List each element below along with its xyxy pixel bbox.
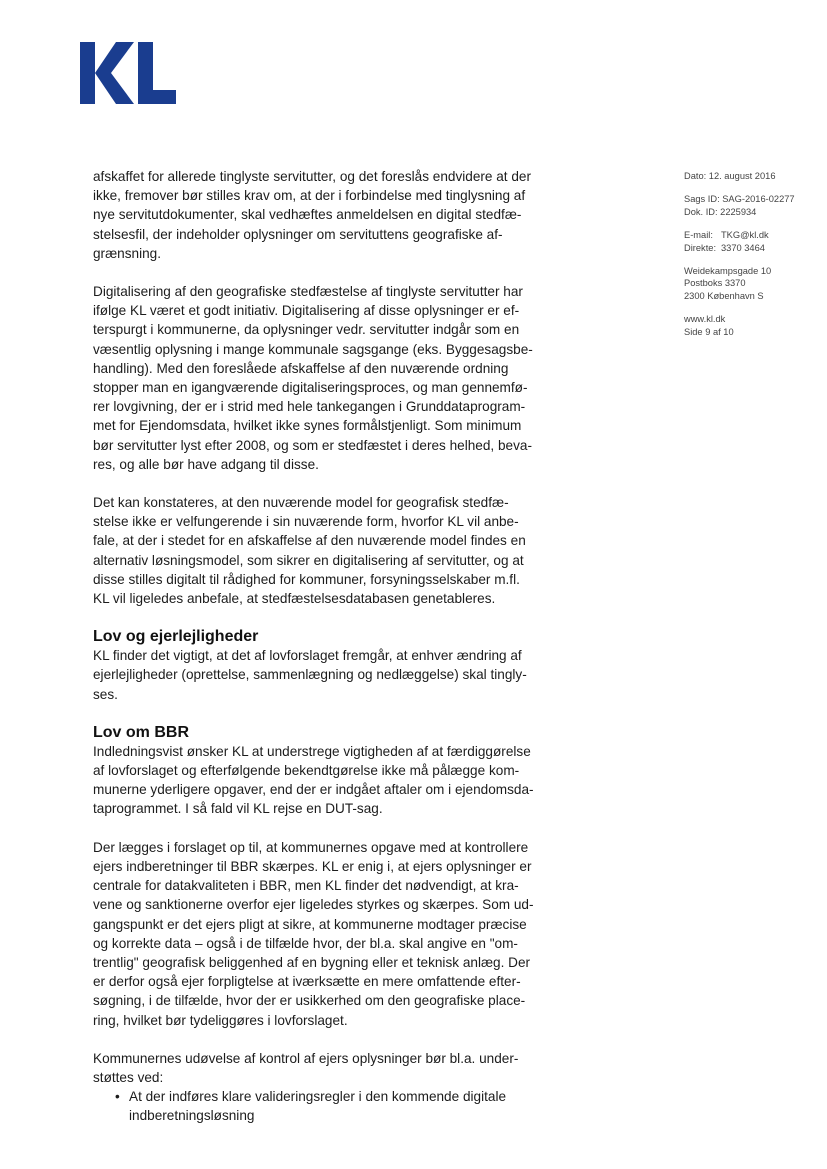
paragraph-stedfaestelse-model: Det kan konstateres, at den nuværende model for geografisk stedfæ- stelse ikke er velfungerende i sin nuværende form, hvorfor KL vil anbe- fale, at der i stedet for en afskaffelse af den nuværende model findes en alternativ løsningsmodel, som sikrer en digitalisering af servitutter, og at disse stilles digitalt til rådighed for kommuner, forsyningsselskaber m.fl. KL vil ligeledes anbefale, at stedfæstelsesdatabasen genetableres. bbox=[93, 495, 526, 607]
heading-lov-og-ejerlejligheder: Lov og ejerlejligheder bbox=[93, 628, 259, 646]
bullet-list bbox=[93, 1087, 573, 1125]
paragraph-bbr-intro: Indledningsvist ønsker KL at understrege vigtigheden af at færdiggørelse af lovforslaget og efterfølgende bekendtgørelse ikke må pålægge kom- munerne yderligere opgaver, end der er indgået aftaler om i ejendomsda- taprogrammet. I så fald vil KL rejse en DUT-sag. bbox=[93, 743, 534, 817]
email-value[interactable]: TKG@kl.dk bbox=[721, 230, 769, 241]
address-line-3: 2300 København S bbox=[684, 290, 764, 301]
paragraph-digitalisering: Digitalisering af den geografiske stedfæstelse af tinglyste servitutter har ifølge KL været et godt initiativ. Digitalisering af disse oplysninger er ef- terspurgt i kommunerne, da oplysninger vedr. servitutter indgår som en væsentlig oplysning i mange kommunale sagsgange (eks. Byggesagsbe- handling). Med den foreslåede afskaffelse af den nuværende ordning stopper man en igangværende digitaliseringsproces, og man gennemfø- rer lovgivning, der er i strid med hele tankegangen i Grunddataprogram- met for Ejendomsdata, hvilket ikke synes formålstjenligt. Som minimum bør servitutter lyst efter 2008, og som er stedfæstet i deres helhed, beva- res, og alle bør have adgang til disse. bbox=[93, 284, 533, 472]
paragraph-kontrol-stoette: Kommunernes udøvelse af kontrol af ejers oplysninger bør bl.a. under- støttes ved: bbox=[93, 1050, 519, 1085]
paragraph-servitut-afskaffelse: afskaffet for allerede tinglyste servitutter, og det foreslås endvidere at der ikke, fremover bør stilles krav om, at der i forbindelse med tinglysning af nye servitutdokumenter, skal vedhæftes anmeldelsen en digital stedfæ- stelsesfil, der indeholder oplysninger om servituttens geografiske af- grænsning. bbox=[93, 169, 532, 261]
dok-id-text: Dok. ID: 2225934 bbox=[684, 206, 757, 217]
heading-lov-om-bbr: Lov om BBR bbox=[93, 723, 189, 741]
email-row bbox=[684, 229, 819, 241]
list-item: • At der indføres klare valideringsregler i den kommende digitale indberetningsløsning bbox=[115, 1089, 507, 1124]
direkte-value: 3370 3464 bbox=[721, 242, 765, 253]
paragraph-bbr-kontrol: Der lægges i forslaget op til, at kommunernes opgave med at kontrollere ejers indberetninger til BBR skærpes. KL er enig i, at ejers oplysninger er centrale for datakvaliteten i BBR, men KL finder det nødvendigt, at kra- vene og sanktionerne overfor ejer ligeledes styrkes og skærpes. Som ud- gangspunkt er det ejers pligt at sikre, at kommunerne modtager præcise og korrekte data – også i de tilfælde hvor, der bl.a. skal angive en "om- trentlig" geografisk beliggenhed af en bygning eller et teknisk anlæg. Der er derfor også ejer forpligtelse at iværksætte en mere omfattende efter- søgning, i de tilfælde, hvor der er usikkerhed om den geografiske place- ring, hvilket bør tydeliggøres i lovforslaget. bbox=[93, 839, 534, 1028]
phone-row bbox=[684, 242, 819, 254]
date-text: Dato: 12. august 2016 bbox=[684, 171, 776, 181]
email-label: E-mail: bbox=[684, 230, 713, 241]
direkte-label: Direkte: bbox=[684, 242, 717, 253]
sidebar-metadata bbox=[684, 170, 819, 349]
document-body bbox=[93, 167, 573, 1126]
sags-id-text: Sags ID: SAG-2016-02277 bbox=[684, 194, 795, 205]
website-link[interactable]: www.kl.dk bbox=[684, 314, 726, 325]
address-line-1: Weidekampsgade 10 bbox=[684, 266, 772, 277]
bullet-icon: • bbox=[115, 1089, 120, 1105]
paragraph-ejerlejligheder: KL finder det vigtigt, at det af lovforslaget fremgår, at enhver ændring af ejerlejligheder (oprettelse, sammenlægning og nedlæggelse) skal tingly- ses. bbox=[93, 648, 527, 702]
kl-logo bbox=[80, 42, 176, 104]
page-number: Side 9 af 10 bbox=[684, 326, 734, 337]
address-line-2: Postboks 3370 bbox=[684, 278, 746, 289]
